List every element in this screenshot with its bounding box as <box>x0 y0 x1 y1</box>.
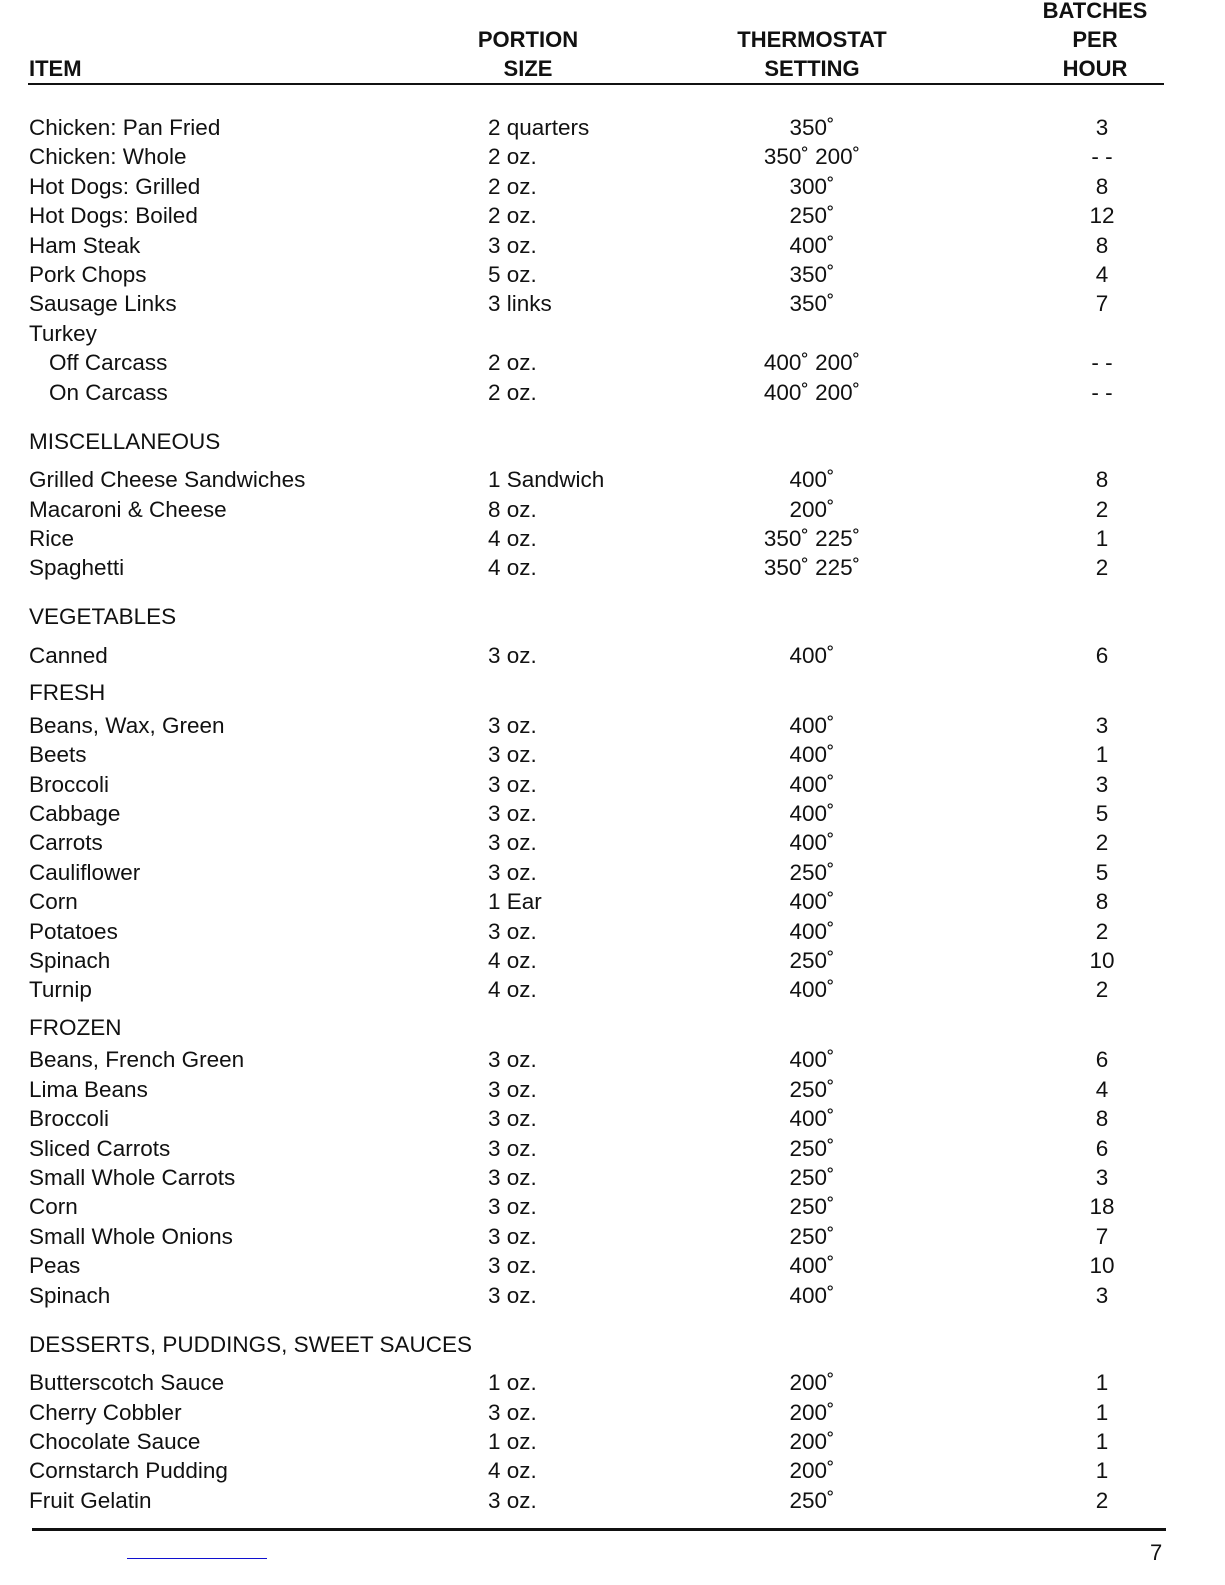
item-name: Chicken: Pan Fried <box>29 115 221 140</box>
table-row <box>0 114 1225 142</box>
batches-per-hour: 2 <box>1095 977 1109 1003</box>
item-name: Hot Dogs: Boiled <box>29 203 198 229</box>
header-batches-line2: PER <box>1072 27 1118 52</box>
batches-per-hour: 3 <box>1095 115 1109 140</box>
portion-size: 3 oz. <box>488 801 537 826</box>
header-portion <box>448 27 608 85</box>
table-row <box>0 918 1225 946</box>
batches-per-hour: 1 <box>1095 1458 1109 1484</box>
thermostat-setting: 400˚ <box>789 1282 835 1308</box>
batches-per-hour: 1 <box>1095 1399 1109 1425</box>
thermostat-setting: 350˚ 200˚ <box>763 144 861 170</box>
header-batches-line3: HOUR <box>1062 56 1128 81</box>
item-name: Peas <box>29 1253 81 1279</box>
thermostat-setting: 400˚ <box>789 712 835 738</box>
portion-size: 3 oz. <box>488 1047 537 1073</box>
table-row <box>0 261 1225 289</box>
thermostat-setting: 200˚ <box>789 1428 835 1454</box>
table-row <box>0 1193 1225 1221</box>
item-name: FRESH <box>29 680 106 706</box>
table-row <box>0 143 1225 171</box>
portion-size: 4 oz. <box>488 977 537 1003</box>
thermostat-setting: 400˚ <box>789 918 835 944</box>
portion-size: 3 oz. <box>488 1253 537 1279</box>
item-name: Turnip <box>29 977 92 1003</box>
item-name: Rice <box>29 525 75 551</box>
item-name: Fruit Gelatin <box>29 1487 152 1513</box>
table-row <box>0 829 1225 857</box>
thermostat-setting: 350˚ <box>789 291 835 317</box>
batches-per-hour: 3 <box>1095 771 1109 797</box>
batches-per-hour: 6 <box>1095 1047 1109 1073</box>
header-batches-line1: BATCHES <box>1042 0 1148 23</box>
batches-per-hour: 1 <box>1095 1428 1109 1454</box>
thermostat-setting: 400˚ <box>789 771 835 797</box>
portion-size: 2 oz. <box>488 379 537 405</box>
header-thermostat <box>712 27 912 85</box>
item-name: Off Carcass <box>49 350 168 376</box>
header-item <box>29 56 82 85</box>
portion-size: 3 oz. <box>488 1135 537 1161</box>
table-row <box>0 976 1225 1004</box>
thermostat-setting: 400˚ <box>789 232 835 258</box>
thermostat-setting: 200˚ <box>789 1458 835 1484</box>
batches-per-hour: 5 <box>1095 859 1109 885</box>
batches-per-hour: - - <box>1091 144 1113 170</box>
thermostat-setting: 350˚ <box>789 115 835 140</box>
thermostat-setting: 200˚ <box>789 1399 835 1425</box>
table-row <box>0 290 1225 318</box>
thermostat-setting: 200˚ <box>789 496 835 522</box>
batches-per-hour: 3 <box>1095 712 1109 738</box>
table-row <box>0 1076 1225 1104</box>
header-portion-line1: PORTION <box>477 27 579 52</box>
item-name: Spaghetti <box>29 555 125 581</box>
portion-size: 3 oz. <box>488 1106 537 1132</box>
item-name: Spinach <box>29 948 111 973</box>
portion-size: 3 oz. <box>488 642 537 668</box>
thermostat-setting: 400˚ <box>789 889 835 915</box>
link-underline <box>127 1558 267 1559</box>
table-row <box>0 1282 1225 1310</box>
table-row <box>0 1428 1225 1456</box>
portion-size: 3 oz. <box>488 859 537 885</box>
batches-per-hour: 8 <box>1095 1106 1109 1132</box>
item-name: Broccoli <box>29 771 110 797</box>
table-row <box>0 1223 1225 1251</box>
portion-size: 4 oz. <box>488 1458 537 1484</box>
thermostat-setting: 250˚ <box>789 1487 835 1513</box>
table-row <box>0 859 1225 887</box>
portion-size: 8 oz. <box>488 496 537 522</box>
batches-per-hour: 1 <box>1095 525 1109 551</box>
batches-per-hour: 5 <box>1095 801 1109 826</box>
thermostat-setting: 250˚ <box>789 859 835 885</box>
table-row <box>0 525 1225 553</box>
portion-size: 3 oz. <box>488 742 537 768</box>
table-row <box>0 1399 1225 1427</box>
table-row <box>0 1487 1225 1515</box>
batches-per-hour: 1 <box>1095 1370 1109 1396</box>
item-name: On Carcass <box>49 379 168 405</box>
table-row <box>0 1252 1225 1280</box>
header-divider <box>28 83 1164 85</box>
table-row <box>0 1457 1225 1485</box>
thermostat-setting: 400˚ <box>789 801 835 826</box>
section-heading <box>0 679 1225 707</box>
section-heading <box>0 1331 1225 1359</box>
item-name: Sliced Carrots <box>29 1135 171 1161</box>
table-row <box>0 947 1225 975</box>
portion-size: 2 oz. <box>488 173 537 199</box>
batches-per-hour: 10 <box>1089 1253 1115 1279</box>
item-name: Corn <box>29 1194 78 1220</box>
item-name: Ham Steak <box>29 232 141 258</box>
portion-size: 3 oz. <box>488 232 537 258</box>
table-row <box>0 554 1225 582</box>
thermostat-setting: 350˚ 225˚ <box>763 525 861 551</box>
item-name: Small Whole Onions <box>29 1223 233 1249</box>
portion-size: 4 oz. <box>488 525 537 551</box>
table-row <box>0 1046 1225 1074</box>
thermostat-setting: 400˚ 200˚ <box>763 379 861 405</box>
thermostat-setting: 400˚ <box>789 830 835 856</box>
batches-per-hour: 2 <box>1095 830 1109 856</box>
item-name: Macaroni & Cheese <box>29 496 227 522</box>
portion-size: 4 oz. <box>488 555 537 581</box>
portion-size: 1 Ear <box>488 889 542 915</box>
batches-per-hour: 2 <box>1095 918 1109 944</box>
batches-per-hour: 7 <box>1095 1223 1109 1249</box>
batches-per-hour: 8 <box>1095 232 1109 258</box>
item-name: Corn <box>29 889 78 915</box>
batches-per-hour: 10 <box>1089 948 1115 973</box>
batches-per-hour: 3 <box>1095 1165 1109 1190</box>
footer-divider <box>32 1528 1166 1531</box>
thermostat-setting: 400˚ <box>789 1253 835 1279</box>
thermostat-setting: 250˚ <box>789 203 835 229</box>
portion-size: 1 oz. <box>488 1370 537 1396</box>
batches-per-hour: 8 <box>1095 467 1109 493</box>
batches-per-hour: 4 <box>1095 1076 1109 1102</box>
thermostat-setting: 250˚ <box>789 1194 835 1220</box>
thermostat-setting: 400˚ <box>789 1047 835 1073</box>
portion-size: 1 oz. <box>488 1428 537 1454</box>
table-row <box>0 1105 1225 1133</box>
item-name: Chicken: Whole <box>29 144 187 170</box>
portion-size: 1 Sandwich <box>488 467 605 493</box>
portion-size: 3 oz. <box>488 1282 537 1308</box>
batches-per-hour: 6 <box>1095 1135 1109 1161</box>
item-name: Grilled Cheese Sandwiches <box>29 467 306 493</box>
section-heading <box>0 428 1225 456</box>
item-name: FROZEN <box>29 1014 122 1040</box>
batches-per-hour: 3 <box>1095 1282 1109 1308</box>
section-heading <box>0 603 1225 631</box>
table-row <box>0 712 1225 740</box>
item-name: VEGETABLES <box>29 604 177 630</box>
batches-per-hour: 4 <box>1095 262 1109 287</box>
item-name: Canned <box>29 642 108 668</box>
item-name: Beans, Wax, Green <box>29 712 225 738</box>
item-name: Cabbage <box>29 801 121 826</box>
thermostat-setting: 250˚ <box>789 1135 835 1161</box>
table-row <box>0 888 1225 916</box>
item-name: Broccoli <box>29 1106 110 1132</box>
portion-size: 2 oz. <box>488 203 537 229</box>
header-thermostat-line2: SETTING <box>764 56 860 81</box>
thermostat-setting: 350˚ 225˚ <box>763 555 861 581</box>
item-name: Turkey <box>29 320 97 346</box>
table-row <box>0 496 1225 524</box>
table-row <box>0 173 1225 201</box>
portion-size: 2 quarters <box>488 115 590 140</box>
item-name: Spinach <box>29 1282 111 1308</box>
batches-per-hour: 1 <box>1095 742 1109 768</box>
portion-size: 3 oz. <box>488 830 537 856</box>
table-row <box>0 232 1225 260</box>
batches-per-hour: 8 <box>1095 889 1109 915</box>
item-name: Pork Chops <box>29 262 147 287</box>
portion-size: 5 oz. <box>488 262 537 287</box>
item-name: Cauliflower <box>29 859 141 885</box>
table-row <box>0 800 1225 828</box>
table-row <box>0 466 1225 494</box>
item-name: Beans, French Green <box>29 1047 245 1073</box>
item-name: Hot Dogs: Grilled <box>29 173 201 199</box>
table-row <box>0 1135 1225 1163</box>
item-name: DESSERTS, PUDDINGS, SWEET SAUCES <box>29 1331 473 1357</box>
table-row <box>0 379 1225 407</box>
item-name: Cornstarch Pudding <box>29 1458 228 1484</box>
batches-per-hour: 2 <box>1095 1487 1109 1513</box>
item-name: MISCELLANEOUS <box>29 428 221 454</box>
portion-size: 3 oz. <box>488 712 537 738</box>
batches-per-hour: - - <box>1091 379 1113 405</box>
section-heading <box>0 1014 1225 1042</box>
thermostat-setting: 400˚ <box>789 1106 835 1132</box>
portion-size: 3 oz. <box>488 1076 537 1102</box>
batches-per-hour: 12 <box>1089 203 1115 229</box>
page-number: 7 <box>1150 1540 1163 1565</box>
table-row <box>0 202 1225 230</box>
portion-size: 4 oz. <box>488 948 537 973</box>
batches-per-hour: 18 <box>1089 1194 1115 1220</box>
thermostat-setting: 400˚ <box>789 467 835 493</box>
thermostat-setting: 350˚ <box>789 262 835 287</box>
table-row <box>0 642 1225 670</box>
thermostat-setting: 400˚ <box>789 642 835 668</box>
item-name: Lima Beans <box>29 1076 148 1102</box>
item-name: Cherry Cobbler <box>29 1399 182 1425</box>
thermostat-setting: 400˚ 200˚ <box>763 350 861 376</box>
thermostat-setting: 400˚ <box>789 977 835 1003</box>
portion-size: 3 oz. <box>488 1487 537 1513</box>
header-item-label: ITEM <box>29 56 82 81</box>
item-name: Carrots <box>29 830 103 856</box>
table-row <box>0 349 1225 377</box>
table-row <box>0 741 1225 769</box>
header-thermostat-line1: THERMOSTAT <box>737 27 887 52</box>
thermostat-setting: 400˚ <box>789 742 835 768</box>
portion-size: 3 links <box>488 291 552 317</box>
portion-size: 3 oz. <box>488 1194 537 1220</box>
batches-per-hour: - - <box>1091 350 1113 376</box>
portion-size: 3 oz. <box>488 918 537 944</box>
item-name: Chocolate Sauce <box>29 1428 201 1454</box>
item-name: Sausage Links <box>29 291 177 317</box>
thermostat-setting: 250˚ <box>789 1223 835 1249</box>
batches-per-hour: 8 <box>1095 173 1109 199</box>
header-portion-line2: SIZE <box>503 56 553 81</box>
thermostat-setting: 300˚ <box>789 173 835 199</box>
thermostat-setting: 250˚ <box>789 948 835 973</box>
batches-per-hour: 2 <box>1095 496 1109 522</box>
batches-per-hour: 6 <box>1095 642 1109 668</box>
portion-size: 2 oz. <box>488 350 537 376</box>
thermostat-setting: 250˚ <box>789 1165 835 1190</box>
item-name: Butterscotch Sauce <box>29 1370 225 1396</box>
portion-size: 3 oz. <box>488 1165 537 1190</box>
table-row <box>0 1164 1225 1192</box>
batches-per-hour: 7 <box>1095 291 1109 317</box>
batches-per-hour: 2 <box>1095 555 1109 581</box>
table-row <box>0 771 1225 799</box>
table-row <box>0 320 1225 348</box>
table-row <box>0 1369 1225 1397</box>
thermostat-setting: 200˚ <box>789 1370 835 1396</box>
header-batches <box>1035 0 1155 85</box>
item-name: Beets <box>29 742 87 768</box>
portion-size: 2 oz. <box>488 144 537 170</box>
item-name: Small Whole Carrots <box>29 1165 236 1190</box>
thermostat-setting: 250˚ <box>789 1076 835 1102</box>
portion-size: 3 oz. <box>488 1399 537 1425</box>
item-name: Potatoes <box>29 918 118 944</box>
portion-size: 3 oz. <box>488 1223 537 1249</box>
portion-size: 3 oz. <box>488 771 537 797</box>
